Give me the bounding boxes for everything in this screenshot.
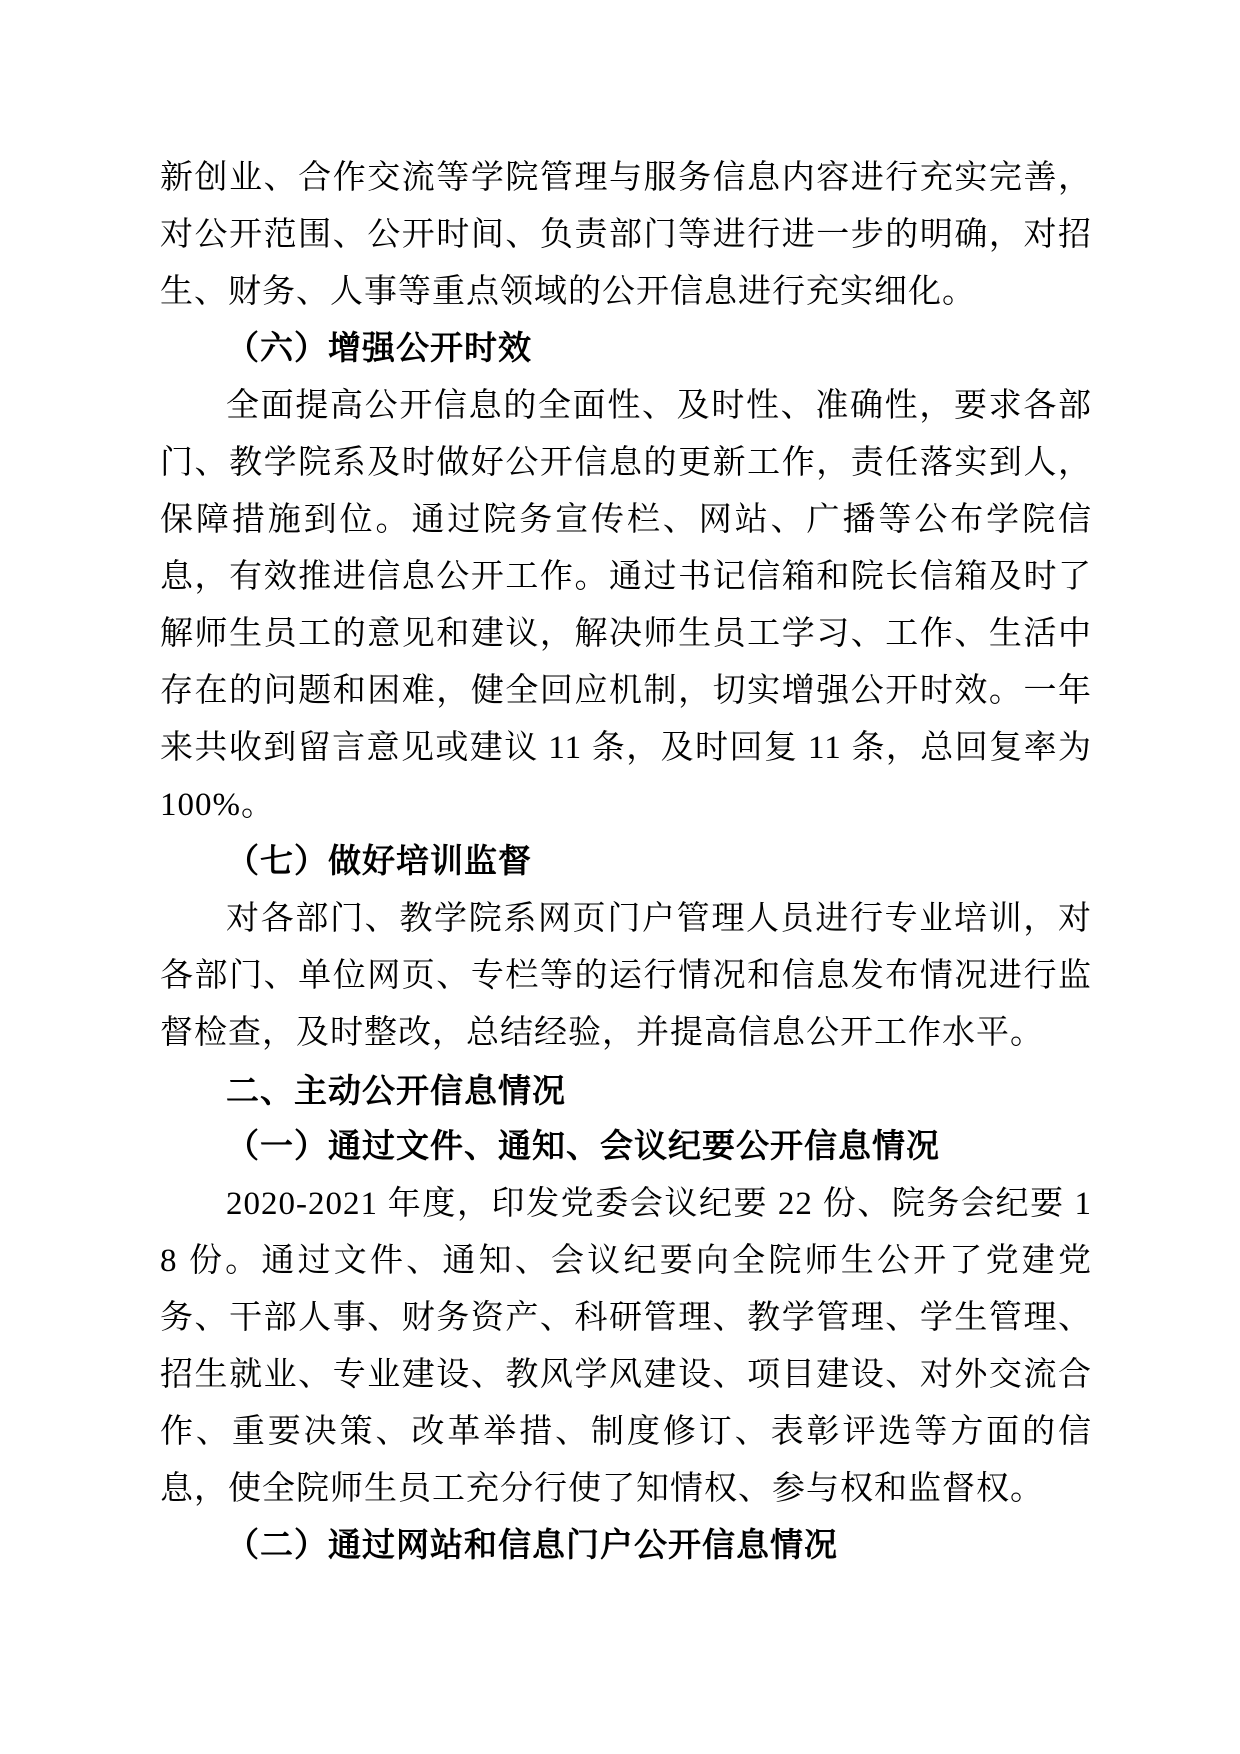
heading-section-6: （六）增强公开时效: [226, 331, 532, 367]
heading-part2-section-2: （二）通过网站和信息门户公开信息情况: [226, 1528, 838, 1564]
heading-section-7: （七）做好培训监督: [226, 844, 532, 880]
paragraph-section5-continuation: 新创业、合作交流等学院管理与服务信息内容进行充实完善，对公开范围、公开时间、负责部门等进行进一步的明确，对招生、财务、人事等重点领域的公开信息进行充实细化。: [160, 160, 1092, 310]
heading-part2-section-1: （一）通过文件、通知、会议纪要公开信息情况: [226, 1129, 940, 1165]
paragraph-part2-section-1: 2020-2021 年度，印发党委会议纪要 22 份、院务会纪要 18 份。通过文件、通知、会议纪要向全院师生公开了党建党务、干部人事、财务资产、科研管理、教学管理、学生管理、招生就业、专业建设、教风学风建设、项目建设、对外交流合作、重要决策、改革举措、制度修订、表彰评选等方面的信息，使全院师生员工充分行使了知情权、参与权和监督权。: [160, 1186, 1092, 1507]
document-content: [160, 150, 1092, 1575]
paragraph-section-7: 对各部门、教学院系网页门户管理人员进行专业培训，对各部门、单位网页、专栏等的运行情况和信息发布情况进行监督检查，及时整改，总结经验，并提高信息公开工作水平。: [160, 901, 1092, 1051]
paragraph-section-6: 全面提高公开信息的全面性、及时性、准确性，要求各部门、教学院系及时做好公开信息的更新工作，责任落实到人，保障措施到位。通过院务宣传栏、网站、广播等公布学院信息，有效推进信息公开工作。通过书记信箱和院长信箱及时了解师生员工的意见和建议，解决师生员工学习、工作、生活中存在的问题和困难，健全回应机制，切实增强公开时效。一年来共收到留言意见或建议 11 条，及时回复 11 条，总回复率为 100%。: [160, 388, 1092, 823]
heading-part-2: 二、主动公开信息情况: [226, 1072, 566, 1109]
